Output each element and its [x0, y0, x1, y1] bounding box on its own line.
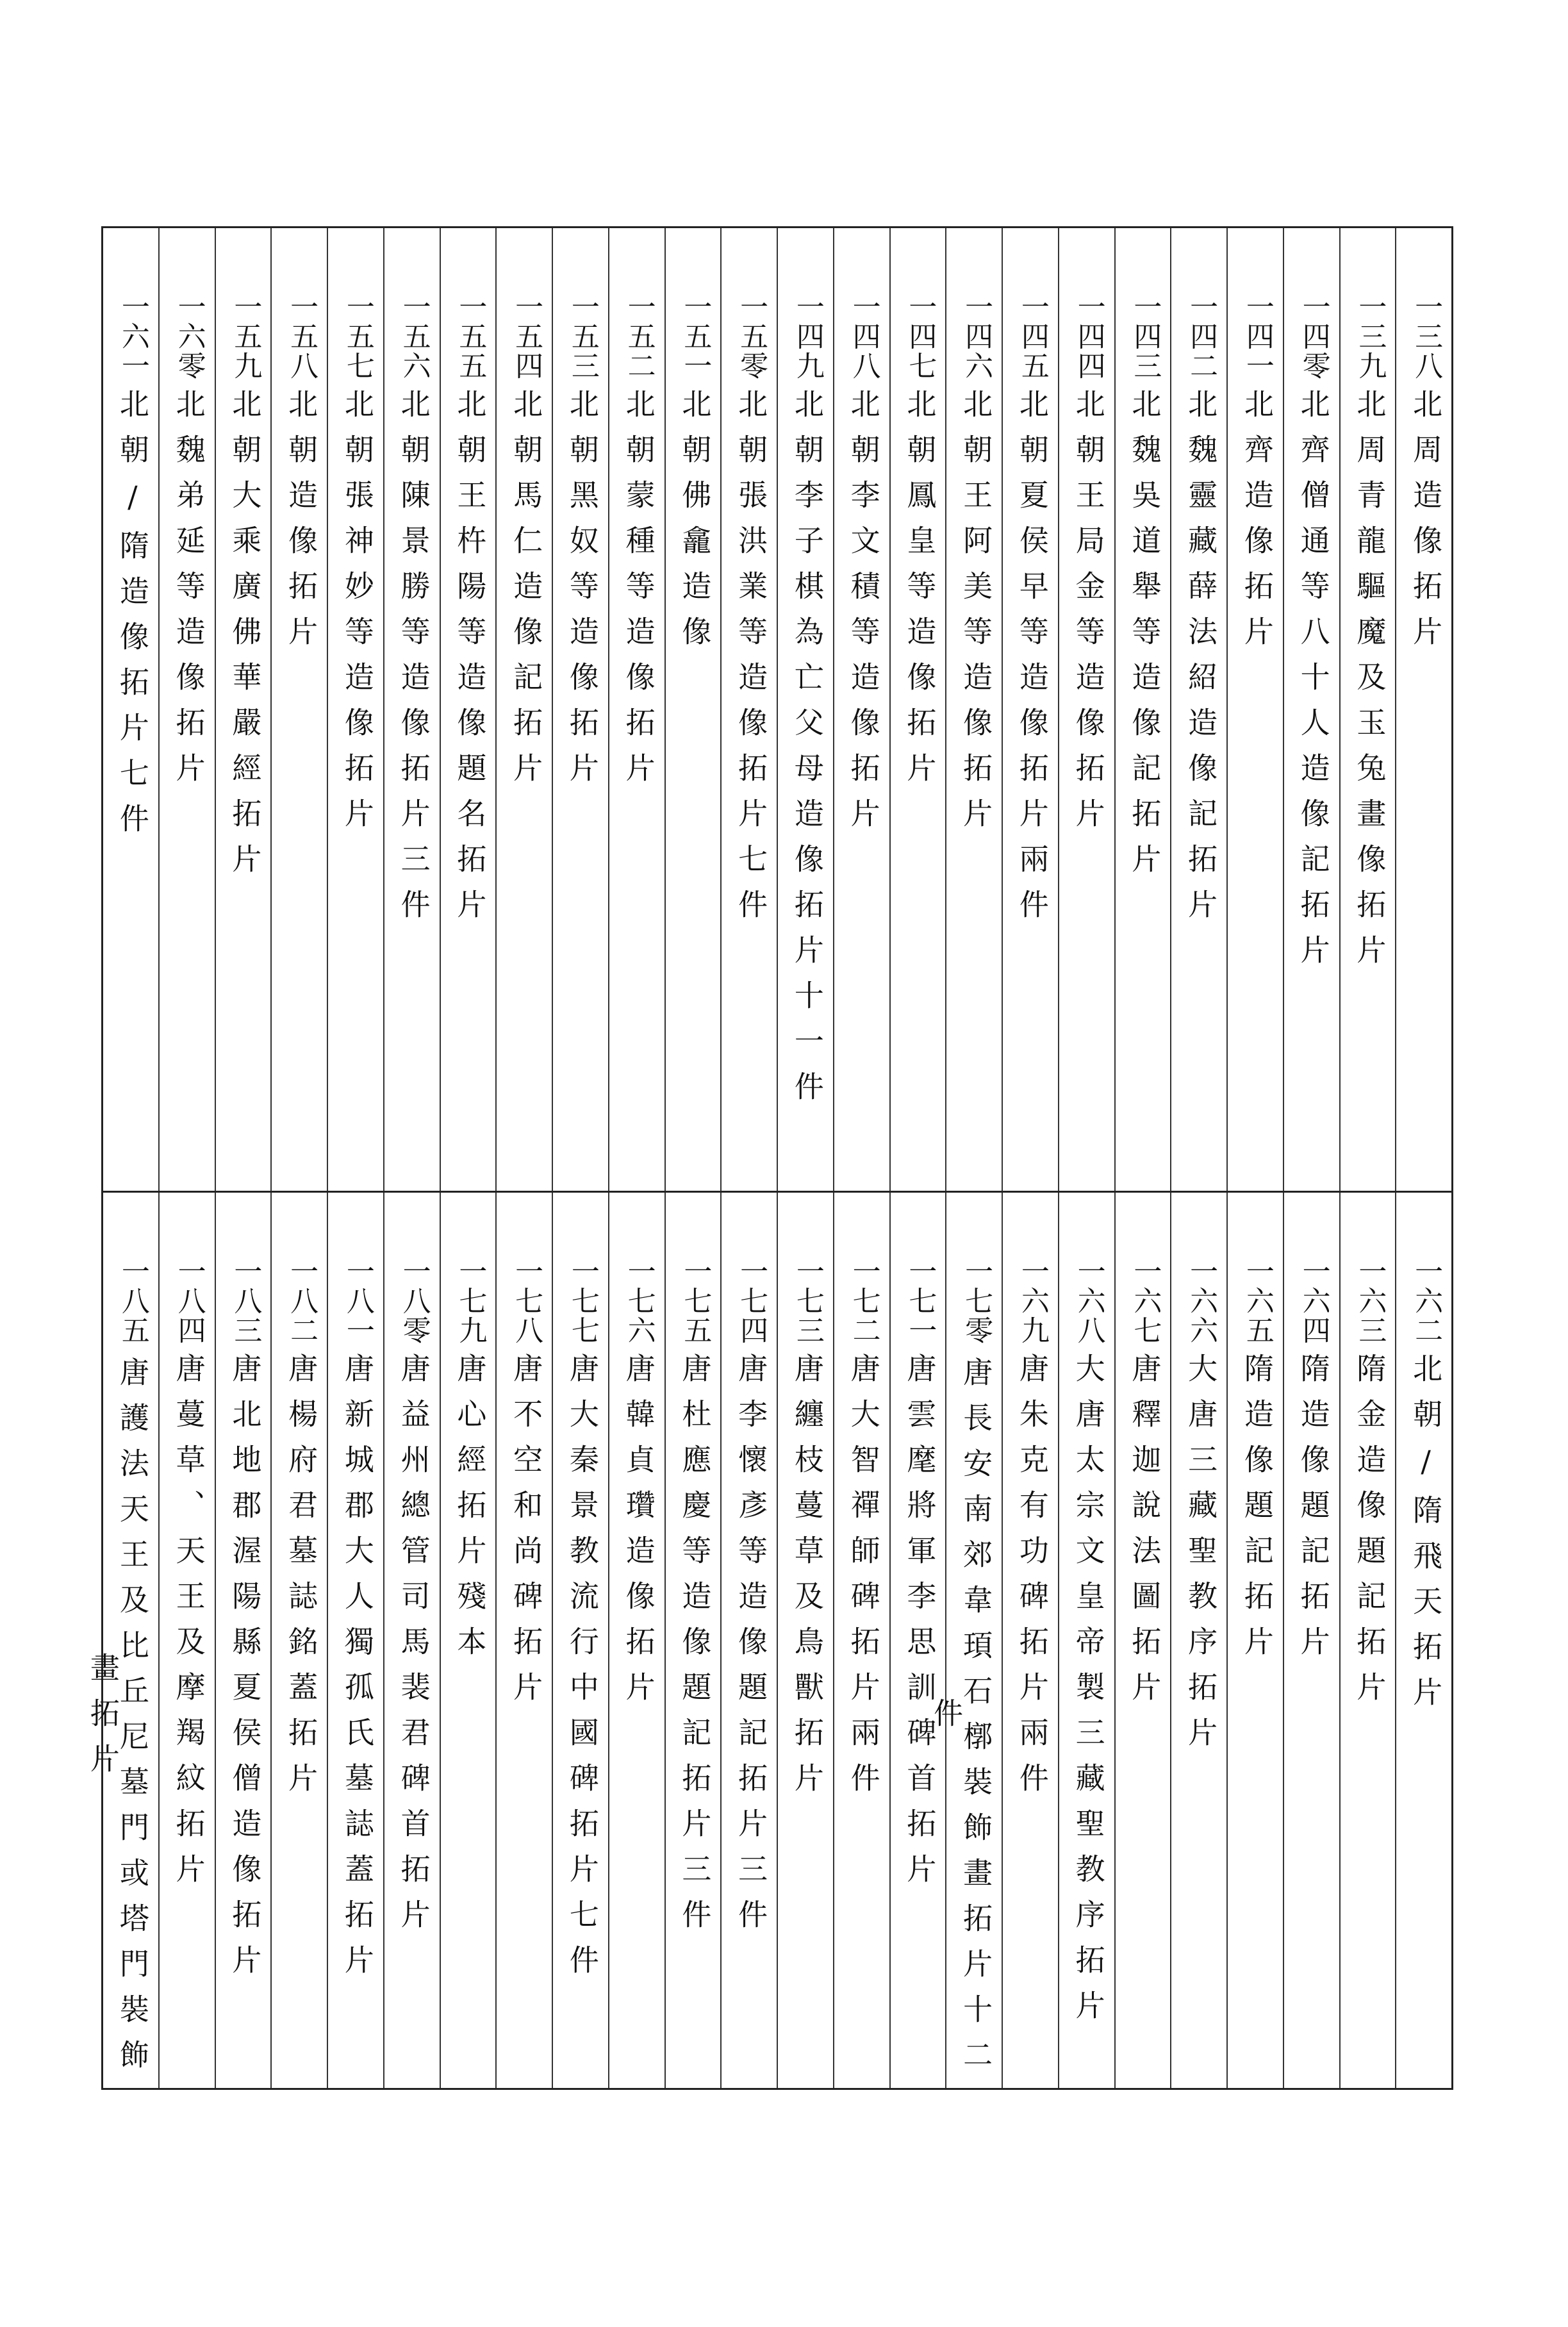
entry-number: 一五零 [735, 292, 768, 381]
list-item [383, 1193, 440, 2088]
entry-title: 大唐三藏聖教序拓片 [1184, 1353, 1219, 1762]
list-item [1058, 1193, 1114, 2088]
entry-title: 唐大智禪師碑拓片兩件 [846, 1353, 881, 1808]
entry-number: 一八零 [397, 1257, 431, 1345]
entry-title: 北朝李子棋為亡父母造像拓片十一件 [789, 388, 825, 1116]
entry-number: 一五四 [510, 292, 543, 381]
list-item [777, 228, 833, 1191]
list-item [833, 228, 889, 1191]
entry-number: 一七二 [847, 1257, 880, 1345]
list-item [945, 228, 1002, 1191]
list-item [608, 1193, 664, 2088]
list-item [495, 1193, 552, 2088]
entry-number: 一五五 [454, 292, 487, 381]
list-item [1395, 1193, 1451, 2088]
entry-number: 一四三 [1128, 292, 1162, 381]
list-item [929, 1193, 1002, 2088]
entry-title: 北朝蒙種等造像拓片 [621, 388, 656, 798]
list-item [1002, 228, 1058, 1191]
list-item [270, 228, 327, 1191]
list-item [889, 1193, 946, 2088]
entry-number: 一四六 [960, 292, 993, 381]
entry-title: 北齊造像拓片 [1239, 388, 1275, 661]
entry-number: 一六四 [1297, 1257, 1330, 1345]
list-item [720, 1193, 777, 2088]
entry-title: 唐大秦景教流行中國碑拓片七件 [565, 1353, 600, 1990]
entry-title: 唐韓貞瓚造像拓片 [621, 1353, 656, 1717]
entry-number: 一六七 [1128, 1257, 1162, 1345]
entry-number: 一七一 [904, 1257, 937, 1345]
list-item [270, 1193, 327, 2088]
list-item [215, 228, 271, 1191]
list-item [552, 1193, 608, 2088]
entry-title: 唐雲麾將軍李思訓碑首拓片 [902, 1353, 937, 1899]
entry-title: 北朝大乘廣佛華嚴經拓片 [227, 388, 263, 889]
entry-title: 北朝鳳皇等造像拓片 [902, 388, 937, 798]
entry-title: 北朝李文積等造像拓片 [846, 388, 881, 843]
entry-number: 一五六 [397, 292, 431, 381]
list-item [664, 228, 721, 1191]
entry-title: 唐心經拓片殘本 [452, 1353, 488, 1671]
list-item [889, 228, 946, 1191]
list-item [383, 228, 440, 1191]
entry-number: 一六六 [1185, 1257, 1218, 1345]
entry-number: 一六三 [1353, 1257, 1387, 1345]
entry-title: 唐纏枝蔓草及鳥獸拓片 [789, 1353, 825, 1808]
entry-number: 一六二 [1410, 1257, 1443, 1345]
entry-number: 一五二 [622, 292, 656, 381]
list-item [552, 228, 608, 1191]
entry-title: 北周青龍驅魔及玉兔畫像拓片 [1352, 388, 1387, 980]
entry-number: 一五七 [341, 292, 374, 381]
list-item [1002, 1193, 1058, 2088]
list-item [1226, 1193, 1283, 2088]
entry-number: 一五一 [679, 292, 712, 381]
list-item [1395, 228, 1451, 1191]
entry-number: 一八五 [116, 1257, 149, 1345]
entry-number: 一四一 [1241, 292, 1274, 381]
entry-title: 北朝張洪業等造像拓片七件 [734, 388, 769, 934]
entry-number: 一八一 [341, 1257, 374, 1345]
entry-number: 一七六 [622, 1257, 656, 1345]
list-item [1170, 1193, 1226, 2088]
entry-number: 一四零 [1297, 292, 1330, 381]
entry-title: 北齊僧通等八十人造像記拓片 [1296, 388, 1331, 980]
list-item [327, 1193, 383, 2088]
list-item [608, 228, 664, 1191]
entry-title: 北魏靈藏薛法紹造像記拓片 [1184, 388, 1219, 934]
entry-title: 北朝王阿美等造像拓片 [959, 388, 994, 843]
entry-title: 北朝張神妙等造像拓片 [340, 388, 375, 843]
entry-title: 唐朱克有功碑拓片兩件 [1014, 1353, 1050, 1808]
entry-title: 北朝造像拓片 [284, 388, 319, 661]
list-item [440, 1193, 496, 2088]
entry-number: 一七零 [960, 1257, 993, 1345]
entry-title: 北魏弟延等造像拓片 [171, 388, 206, 798]
entry-title: 北朝/隋造像拓片七件 [115, 388, 150, 849]
entry-number: 一三九 [1353, 292, 1387, 381]
entry-title: 北朝陳景勝等造像拓片三件 [396, 388, 431, 934]
list-item [440, 228, 496, 1191]
entry-number: 一五九 [229, 292, 262, 381]
entry-title: 唐蔓草、天王及摩羯紋拓片 [171, 1353, 206, 1899]
entry-number: 一三八 [1410, 292, 1443, 381]
entry-title: 隋造像題記拓片 [1296, 1353, 1331, 1671]
entry-number: 一六九 [1016, 1257, 1049, 1345]
entry-title: 唐不空和尚碑拓片 [509, 1353, 544, 1717]
list-item [158, 1193, 215, 2088]
top-section [103, 228, 1451, 1191]
list-item [720, 228, 777, 1191]
list-item [215, 1193, 271, 2088]
list-item [1226, 228, 1283, 1191]
entry-title: 隋造像題記拓片 [1239, 1353, 1275, 1671]
entry-title: 北朝王局金等造像拓片 [1071, 388, 1106, 843]
list-item [327, 228, 383, 1191]
list-item [1114, 1193, 1171, 2088]
entry-title: 唐李懷彥等造像題記拓片三件 [734, 1353, 769, 1944]
entry-number: 一五八 [285, 292, 318, 381]
entry-title: 北周造像拓片 [1408, 388, 1444, 661]
entry-title: 大唐太宗文皇帝製三藏聖教序拓片 [1071, 1353, 1106, 2035]
entry-number: 一七三 [791, 1257, 824, 1345]
entry-title: 唐杜應慶等造像題記拓片三件 [677, 1353, 713, 1944]
list-item [1114, 228, 1171, 1191]
entry-number: 一四八 [847, 292, 880, 381]
list-item [664, 1193, 721, 2088]
entry-title: 唐護法天王及比丘尼墓門或塔門裝飾畫拓片 [85, 1356, 150, 2085]
entry-number: 一七五 [679, 1257, 712, 1345]
entry-number: 一七九 [454, 1257, 487, 1345]
entry-number: 一六八 [1072, 1257, 1105, 1345]
table-frame [85, 226, 1453, 2090]
list-item [833, 1193, 889, 2088]
list-item [1339, 228, 1396, 1191]
entry-number: 一四五 [1016, 292, 1049, 381]
entry-title: 唐長安南郊韋頊石槨裝飾畫拓片十二件 [929, 1356, 994, 2085]
entry-title: 唐楊府君墓誌銘蓋拓片 [284, 1353, 319, 1808]
list-item [103, 228, 158, 1191]
entry-number: 一四七 [904, 292, 937, 381]
list-item [495, 228, 552, 1191]
entry-number: 一六零 [172, 292, 206, 381]
entry-title: 隋金造像題記拓片 [1352, 1353, 1387, 1717]
entry-number: 一五三 [566, 292, 599, 381]
entry-title: 唐北地郡渥陽縣夏侯僧造像拓片 [227, 1353, 263, 1990]
entry-title: 北朝王杵陽等造像題名拓片 [452, 388, 488, 934]
entry-number: 一八二 [285, 1257, 318, 1345]
entry-number: 一八三 [229, 1257, 262, 1345]
entry-title: 唐益州總管司馬裴君碑首拓片 [396, 1353, 431, 1944]
entry-title: 北朝馬仁造像記拓片 [509, 388, 544, 798]
entry-title: 北魏吳道舉等造像記拓片 [1127, 388, 1162, 889]
entry-number: 一七四 [735, 1257, 768, 1345]
entry-number: 一四二 [1185, 292, 1218, 381]
entry-number: 一七七 [566, 1257, 599, 1345]
entry-number: 一四九 [791, 292, 824, 381]
list-item [777, 1193, 833, 2088]
list-item [1283, 228, 1339, 1191]
list-item [85, 1193, 158, 2088]
entry-number: 一八四 [172, 1257, 206, 1345]
entry-number: 一七八 [510, 1257, 543, 1345]
list-item [158, 228, 215, 1191]
list-item [1339, 1193, 1396, 2088]
entry-title: 唐釋迦說法圖拓片 [1127, 1353, 1162, 1717]
entry-title: 北朝夏侯早等造像拓片兩件 [1014, 388, 1050, 934]
list-item [1170, 228, 1226, 1191]
entry-number: 一六五 [1241, 1257, 1274, 1345]
entry-title: 北朝黑奴等造像拓片 [565, 388, 600, 798]
entry-number: 一六一 [116, 292, 149, 381]
list-item [1058, 228, 1114, 1191]
entry-number: 一四四 [1072, 292, 1105, 381]
entry-title: 北朝佛龕造像 [677, 388, 713, 661]
entry-title: 唐新城郡大人獨孤氏墓誌蓋拓片 [340, 1353, 375, 1990]
list-item [1283, 1193, 1339, 2088]
bottom-section [85, 1193, 1451, 2088]
entry-title: 北朝/隋飛天拓片 [1408, 1353, 1444, 1722]
